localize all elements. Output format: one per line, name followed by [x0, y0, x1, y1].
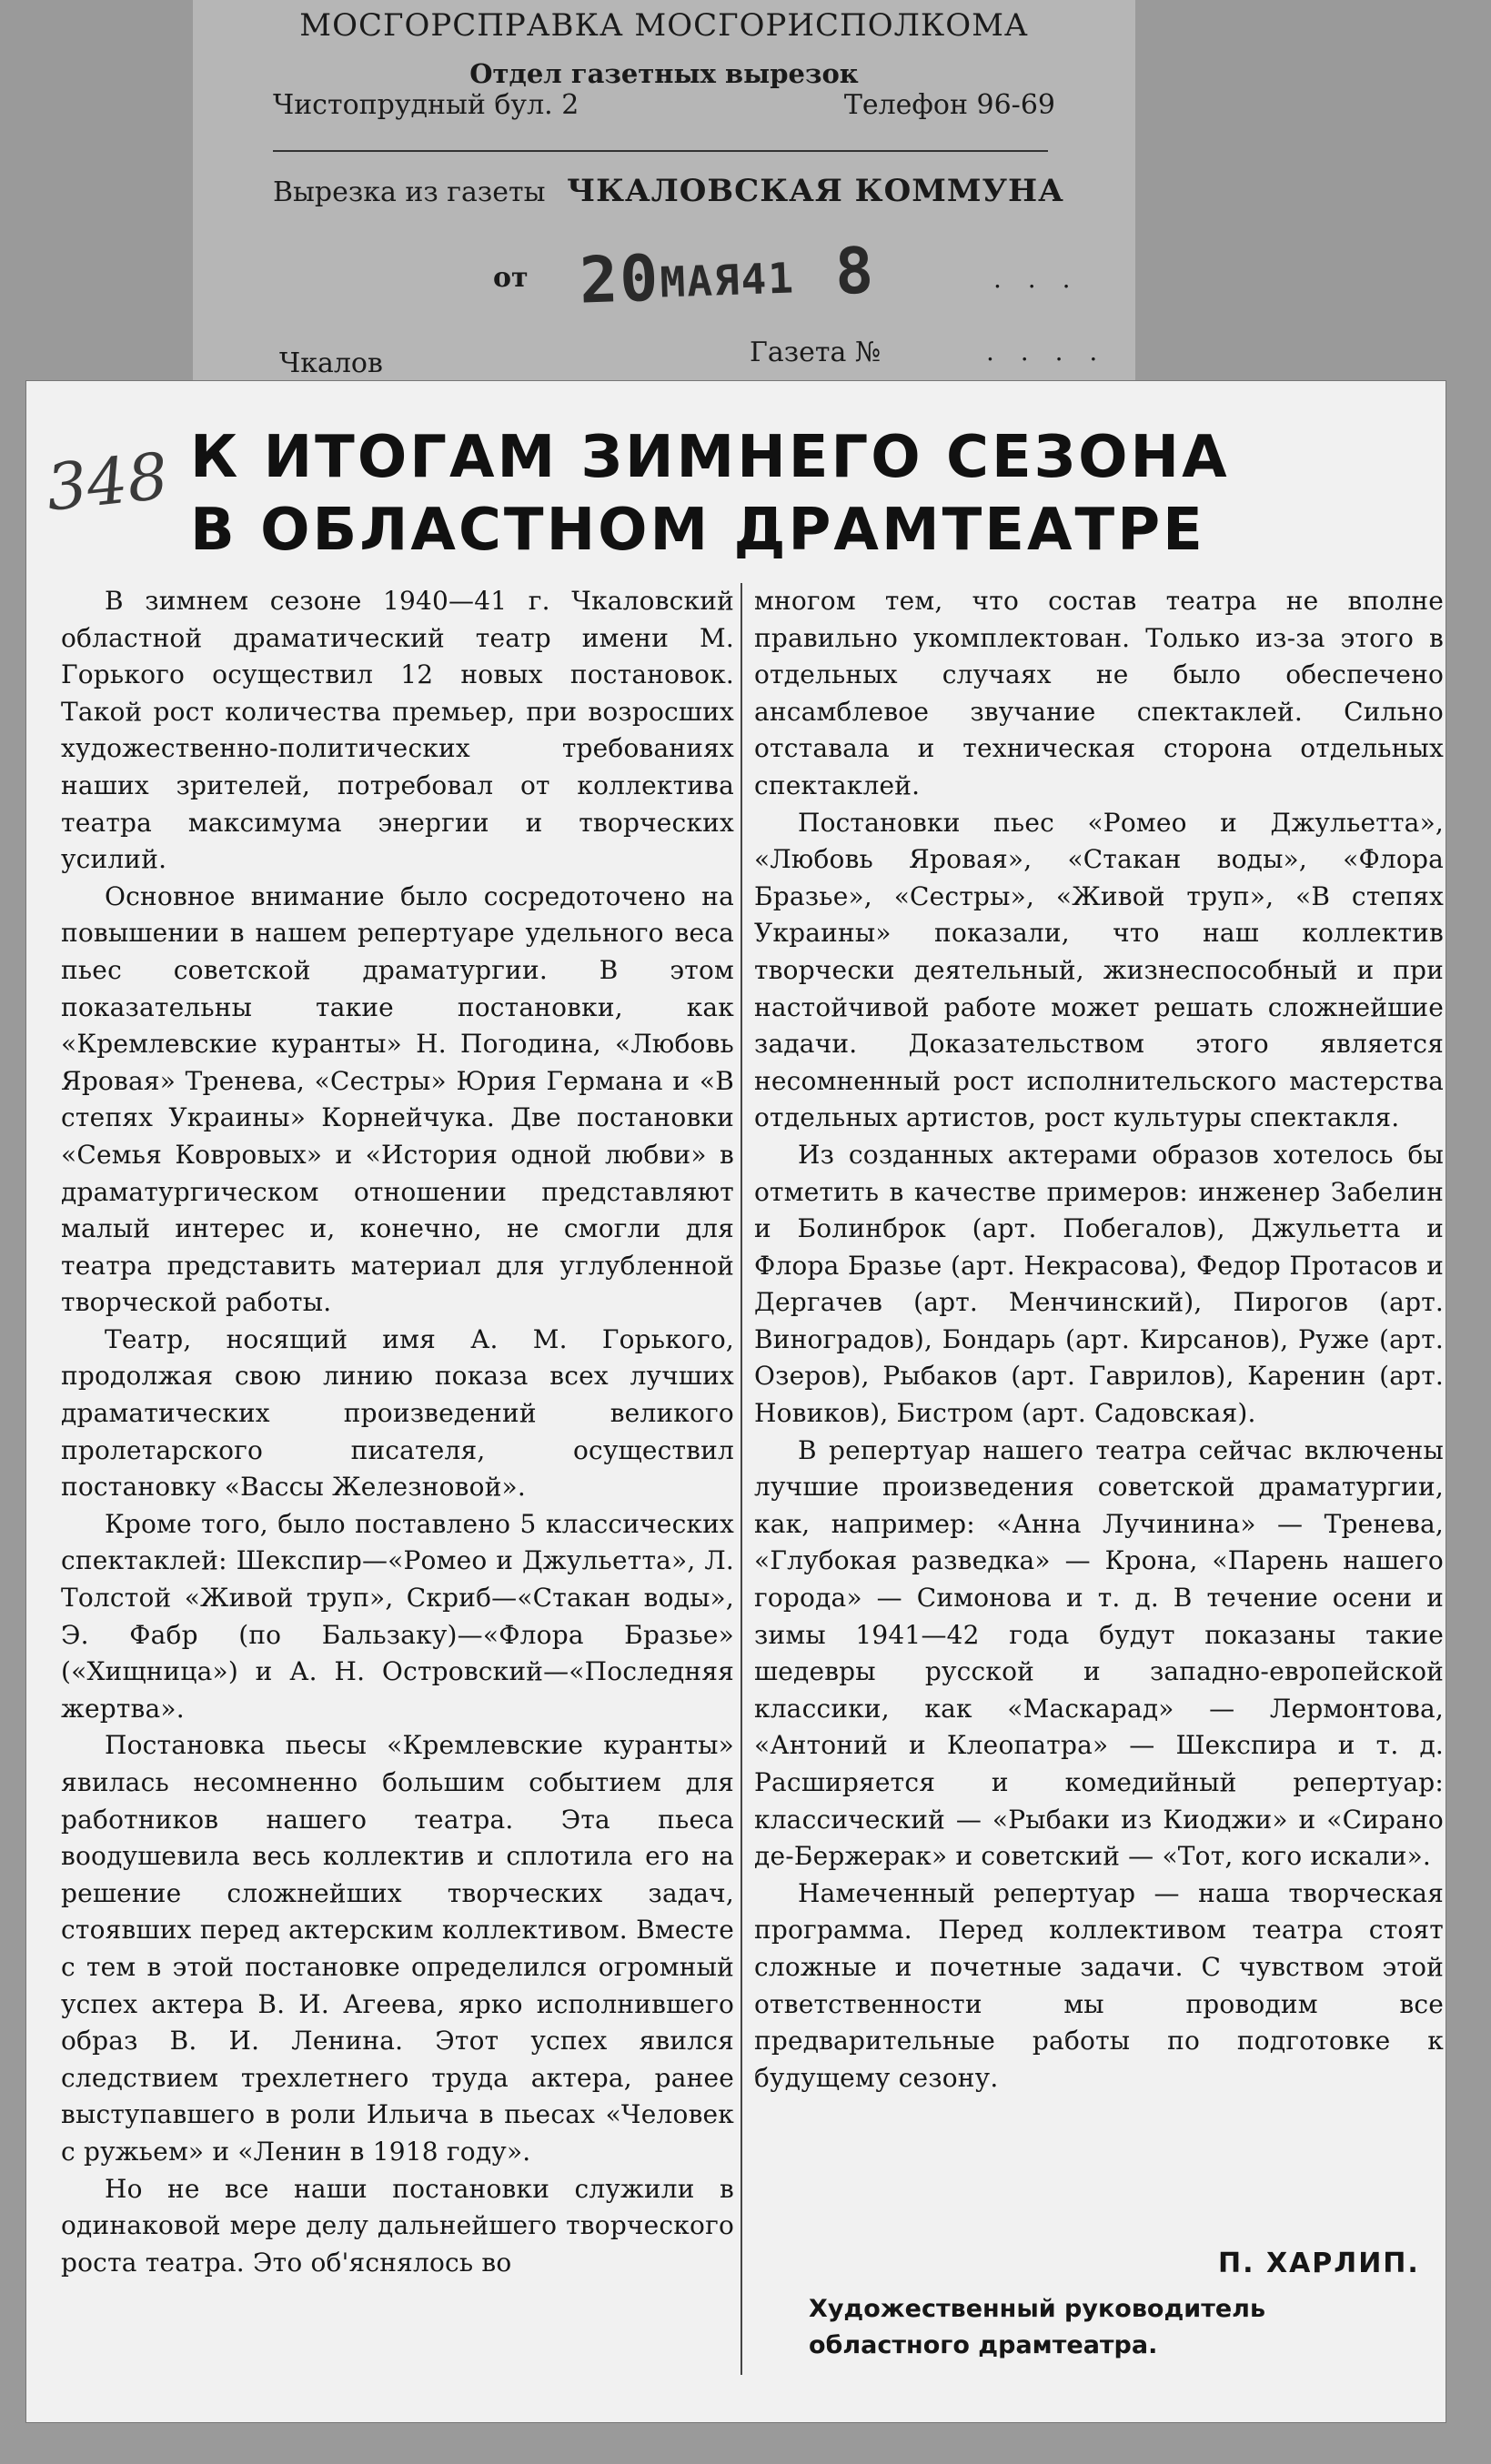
paragraph-continued: многом тем, что состав театра не вполне правильно укомплектован. Только из-за этого в отдельных случаях не было обеспечено ансамблевое звучание спектаклей. Сильно отставала и техническая сторона отдельных спектаклей. [754, 586, 1444, 800]
article-headline [190, 421, 1336, 567]
clipping-agency-label [193, 0, 1135, 400]
gazette-number-dots: . . . . [986, 337, 1107, 367]
paragraph: Постановка пьесы «Кремлевские куранты» явилась несомненно большим событием для работников нашего театра. Эта пьеса воодушевила весь коллектив и сплотила его на решение сложнейших творческих задач, стоявших перед актерским коллективом. Вместе с тем в этой постановке определился огромный успех актера В. И. Агеева, ярко исполнившего образ В. И. Ленина. Этот успех явился следствием трехлетнего труда актера, ранее выступавшего в роли Ильича в пьесах «Человек с ружьем» и «Ленин в 1918 году». [61, 1730, 734, 2167]
gazette-number-label: Газета № [750, 337, 882, 368]
author-title: Художественный руководитель областного драмтеатра. [809, 2295, 1266, 2359]
article-column-right [754, 583, 1444, 2393]
paragraph: Постановки пьес «Ромео и Джульетта», «Любовь Яровая», «Стакан воды», «Флора Бразье», «Сестры», «Живой труп», «В степях Украины» показали, что наш коллектив творчески деятельный, жизнеспособный и при настойчивой работе может решать сложнейшие задачи. Доказательством этого является несомненный рост исполнительского мастерства отдельных артистов, рост культуры спектакля. [754, 807, 1444, 1133]
agency-name: МОСГОРСПРАВКА МОСГОРИСПОЛКОМА [299, 7, 1029, 44]
address-row [273, 89, 1055, 121]
handwritten-note: 348 [43, 438, 172, 526]
article-column-left [61, 583, 734, 2393]
newspaper-clipping [25, 380, 1446, 2423]
clipping-from-label: Вырезка из газеты [273, 176, 546, 208]
author-name: П. ХАРЛИП. [1218, 2248, 1420, 2279]
paragraph: Намеченный репертуар — наша творческая программа. Перед коллективом театра стоят сложные и почетные задачи. С чувством этой ответственности мы проводим все предварительные работы по подготовке к будущему сезону. [754, 1877, 1444, 2093]
address: Чистопрудный бул. 2 [273, 89, 579, 121]
headline-line-1: К ИТОГАМ ЗИМНЕГО СЕЗОНА [190, 424, 1230, 491]
label-divider [273, 150, 1048, 152]
stamp-number: 8 [833, 233, 877, 309]
stamp-year: 41 [740, 253, 796, 305]
paragraph: Из созданных актерами образов хотелось бы отметить в качестве примеров: инженер Забелин и Болинброк (арт. Побегалов), Джульетта и Флора Бразье (арт. Некрасова), Федор Протасов и Дергачев (арт. Менчинский), Пирогов (арт. Виноградов), Бондарь (арт. Кирсанов), Руже (арт. Озеров), Рыбаков (арт. Гаврилов), Каренин (арт. Новиков), Бистром (арт. Садовская). [754, 1139, 1444, 1429]
city: Чкалов [279, 347, 383, 379]
phone: Телефон 96-69 [843, 89, 1055, 121]
stamp-month: МАЯ [659, 255, 742, 307]
column-divider [740, 583, 742, 2375]
department-name: Отдел газетных вырезок [469, 58, 859, 89]
paragraph: Кроме того, было поставлено 5 классических спектаклей: Шекспир—«Ромео и Джульетта», Л. Толстой «Живой труп», Скриб—«Стакан воды», Э. Фабр (по Бальзаку)—«Флора Бразье» («Хищница») и А. Н. Островский—«Последняя жертва». [61, 1508, 734, 1724]
paragraph: Театр, носящий имя А. М. Горького, продолжая свою линию показа всех лучших драматических произведений великого пролетарского писателя, осуществил постановку «Вассы Железновой». [61, 1323, 734, 1503]
paragraph: В зимнем сезоне 1940—41 г. Чкаловский областной драматический театр имени М. Горького осуществил 12 новых постановок. Такой рост количества премьер, при возросших художественно-политических требованиях наших зрителей, потребовал от коллектива театра максимума энергии и творческих усилий. [61, 586, 734, 875]
stamp-day: 20 [578, 240, 661, 318]
paragraph: Но не все наши постановки служили в одинаковой мере делу дальнейшего творческого роста театра. Это об'яснялось во [61, 2173, 734, 2278]
newspaper-name: ЧКАЛОВСКАЯ КОММУНА [567, 173, 1064, 209]
clipping-source [273, 173, 1064, 209]
date-dots: . . . [993, 264, 1080, 294]
date-stamp [579, 233, 877, 317]
paragraph: Основное внимание было сосредоточено на повышении в нашем репертуаре удельного веса пьес советской драматургии. В этом показательны такие постановки, как «Кремлевские куранты» Н. Погодина, «Любовь Яровая» Тренева, «Сестры» Юрия Германа и «В степях Украины» Корнейчука. Две постановки «Семья Ковровых» и «История одной любви» в драматургическом отношении представляют малый интерес и, конечно, не смогли для театра представить материал для углубленной творческой работы. [61, 880, 734, 1318]
paragraph: В репертуар нашего театра сейчас включены лучшие произведения советской драматургии, как, например: «Анна Лучинина» — Тренева, «Глубокая разведка» — Крона, «Парень нашего города» — Симонова и т. д. В течение осени и зимы 1941—42 года будут показаны такие шедевры русской и западно-европейской классики, как «Маскарад» — Лермонтова, «Антоний и Клеопатра» — Шекспира и т. д. Расширяется и комедийный репертуар: классический — «Рыбаки из Киоджи» и «Сирано де-Бержерак» и советский — «Тот, кого искали». [754, 1434, 1444, 1872]
headline-line-2: В ОБЛАСТНОМ ДРАМТЕАТРЕ [190, 497, 1205, 564]
date-prefix: от [493, 262, 529, 294]
